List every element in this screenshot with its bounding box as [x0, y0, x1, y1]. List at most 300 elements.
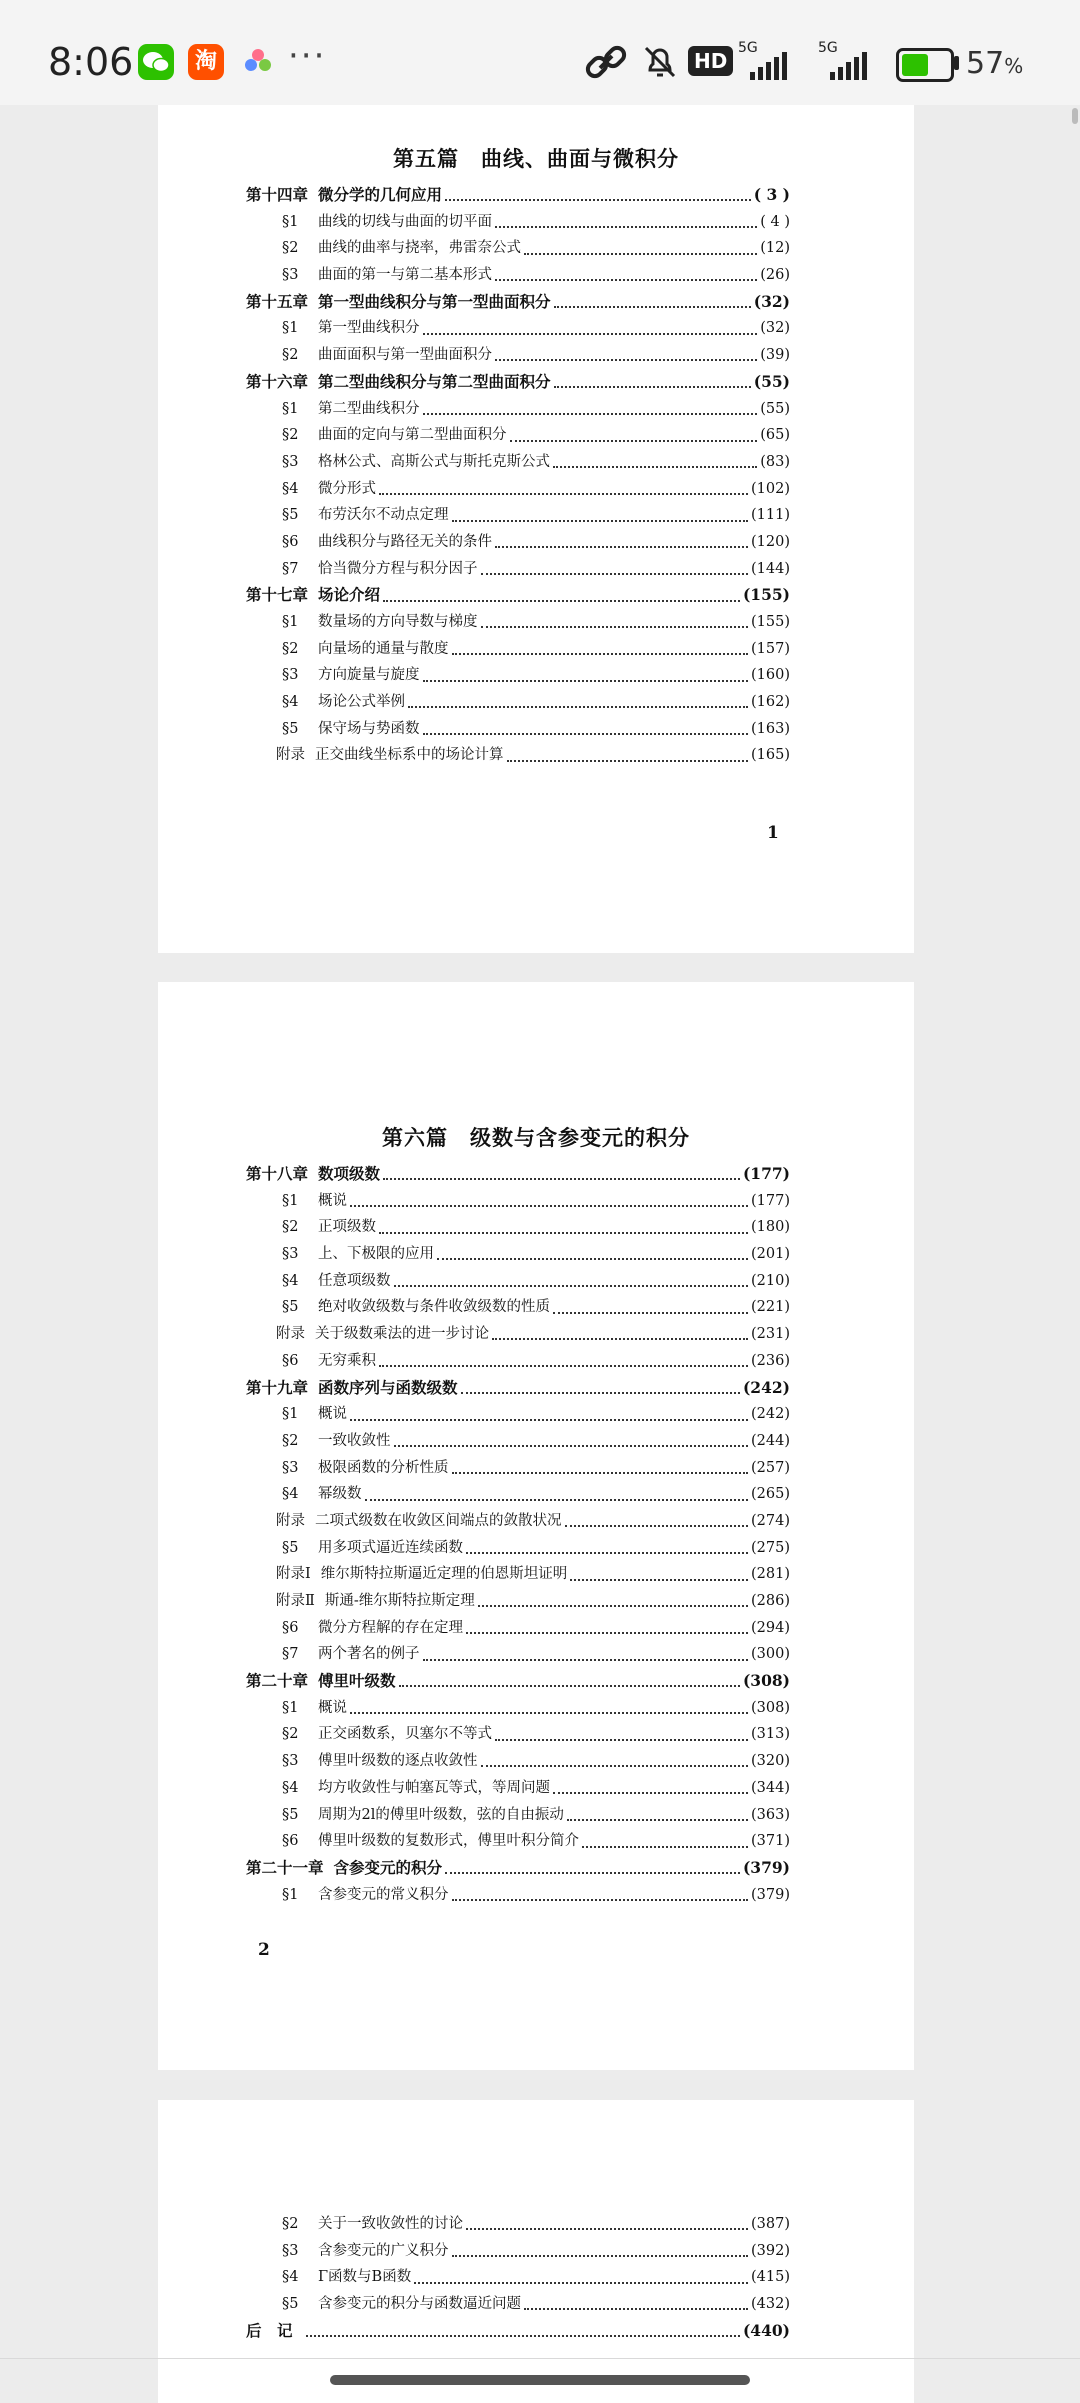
toc-entry-section [246, 343, 790, 370]
toc-entry-label: §5 [282, 1299, 299, 1316]
toc-entry-title: 微分学的几何应用 [318, 185, 443, 204]
toc-entry-page: (39) [760, 347, 790, 364]
toc-entry-title: 傅里叶级数 [318, 1671, 396, 1691]
toc-entry-title: 曲线积分与路径无关的条件 [318, 533, 492, 550]
toc-entry-title: 格林公式、高斯公式与斯托克斯公式 [318, 453, 550, 470]
toc-entry-label: §5 [282, 2296, 299, 2313]
toc-entry-label: §2 [282, 240, 299, 257]
toc-leader-dots [383, 600, 740, 602]
toc-entry-section [246, 1642, 790, 1669]
toc-leader-dots [567, 1819, 748, 1821]
app-flower-icon [240, 44, 276, 80]
toc-entry-chapter [246, 183, 790, 210]
wechat-icon [138, 44, 174, 80]
toc-entry-page: (231) [751, 1326, 790, 1343]
toc-entry-page: (392) [751, 2242, 790, 2259]
toc-entry-section [246, 1536, 790, 1563]
toc-leader-dots [423, 333, 758, 335]
toc-entry-title: 恰当微分方程与积分因子 [318, 560, 478, 577]
toc-entry-title: 概说 [318, 1699, 347, 1716]
toc-entry-page: (415) [751, 2269, 790, 2286]
toc-leader-dots [466, 1632, 748, 1634]
toc-entry-page: (162) [751, 694, 790, 711]
toc-entry-section [246, 2239, 790, 2266]
toc-leader-dots [553, 466, 757, 468]
toc-leader-dots [554, 386, 751, 388]
toc-leader-dots [481, 626, 749, 628]
toc-entry-section [246, 1429, 790, 1456]
toc-entry-page: (177) [742, 1164, 790, 1183]
toc-leader-dots [481, 1765, 749, 1767]
toc-leader-dots [350, 1419, 748, 1421]
toc-entry-label: §1 [282, 1886, 299, 1903]
toc-entry-page: (387) [751, 2216, 790, 2232]
toc-entry-page: (244) [751, 1432, 790, 1449]
battery-fill [902, 54, 928, 76]
toc-entry-page: (120) [751, 533, 790, 550]
battery-icon [896, 48, 954, 82]
toc-entry-title: 数量场的方向导数与梯度 [318, 614, 478, 630]
toc-entry-section [246, 1482, 790, 1509]
signal-1-icon [748, 52, 798, 80]
toc-entry-title: 数项级数 [318, 1164, 381, 1183]
toc-entry-label: §4 [282, 2269, 299, 2286]
toc-entry-label: §3 [282, 667, 299, 684]
toc-leader-dots [445, 199, 751, 201]
toc-entry-page: (242) [742, 1377, 790, 1397]
toc-entry-page: (102) [751, 480, 790, 497]
toc-entry-page: (432) [751, 2296, 790, 2313]
toc-leader-dots [379, 1232, 748, 1234]
toc-leader-dots [554, 306, 751, 308]
toc-entry-section [246, 1883, 790, 1910]
toc-leader-dots [495, 359, 757, 361]
toc-entry-page: (286) [751, 1593, 790, 1609]
toc-entry-page: (210) [751, 1272, 790, 1289]
toc-entry-appendix [246, 1322, 790, 1349]
toc-entry-label: 附录 [276, 1326, 305, 1343]
toc-entry-title: 含参变元的积分 [333, 1857, 443, 1877]
toc-entry-section [246, 717, 790, 744]
network-type-2: 5G [818, 40, 838, 56]
toc-entry-label: §2 [282, 1219, 299, 1236]
toc-leader-dots [452, 2255, 749, 2257]
toc-entry-section [246, 1189, 790, 1216]
toc-entry-page: ( 3 ) [753, 185, 790, 204]
toc-entry-label: §1 [282, 1406, 299, 1423]
toc-entry-chapter [246, 1376, 790, 1403]
toc-entry-label: §3 [282, 1459, 299, 1476]
toc-entry-page: (144) [751, 560, 790, 577]
toc-leader-dots [365, 1499, 749, 1501]
toc-entry-section [246, 637, 790, 664]
toc-entry-label: §2 [282, 2216, 299, 2232]
toc-entry-appendix [246, 743, 790, 770]
toc-entry-label: §1 [282, 1192, 299, 1209]
toc-leader-dots [350, 1712, 748, 1714]
toc-entry-label: §2 [282, 1432, 299, 1449]
toc-entry-page: (344) [751, 1779, 790, 1796]
toc-leader-dots [492, 1338, 748, 1340]
toc-entry-page: (32) [760, 320, 790, 337]
document-page-1 [158, 105, 914, 953]
toc-leader-dots [570, 1579, 748, 1581]
signal-2-icon [828, 52, 878, 80]
toc-entry-title: 两个著名的例子 [318, 1646, 420, 1663]
toc-entry-section [246, 2265, 790, 2292]
part-title: 第五篇 曲线、曲面与微积分 [393, 146, 679, 171]
toc-entry-label: 后 记 [246, 2320, 293, 2340]
toc-leader-dots [414, 2282, 748, 2284]
toc-entry-section [246, 1215, 790, 1242]
toc-entry-section [246, 690, 790, 717]
toc-leader-dots [306, 2335, 740, 2337]
toc-entry-page: (55) [760, 400, 790, 417]
toc-entry-title: 傅里叶级数的复数形式，傅里叶积分简介 [318, 1833, 579, 1850]
toc-entry-label: 附录 [276, 747, 305, 764]
toc-entry-section [246, 450, 790, 477]
toc-entry-label: §3 [282, 267, 299, 284]
network-type-1: 5G [738, 40, 758, 56]
toc-entry-title: 幂级数 [318, 1486, 362, 1503]
toc-entry-section [246, 1402, 790, 1429]
toc-entry-chapter [246, 2319, 790, 2346]
more-notifications-icon: ··· [288, 36, 327, 76]
toc-entry-title: 任意项级数 [318, 1272, 391, 1289]
toc-entry-page: (155) [742, 585, 790, 605]
toc-entry-label: §4 [282, 1779, 299, 1796]
toc-entry-title: 概说 [318, 1406, 347, 1423]
toc-entry-page: (320) [751, 1753, 790, 1770]
toc-entry-title: 第二型曲线积分 [318, 400, 420, 417]
toc-entry-section [246, 1749, 790, 1776]
toc-leader-dots [383, 1178, 740, 1180]
toc-entry-section [246, 1696, 790, 1723]
toc-entry-section [246, 236, 790, 263]
toc-entry-title: 第一型曲线积分 [318, 320, 420, 337]
table-of-contents [246, 183, 790, 770]
toc-entry-label: §1 [282, 400, 299, 417]
toc-entry-page: (12) [760, 240, 790, 257]
toc-entry-label: §4 [282, 1486, 299, 1503]
toc-leader-dots [495, 226, 757, 228]
toc-entry-page: (371) [751, 1833, 790, 1850]
toc-entry-section [246, 2292, 790, 2319]
toc-entry-title: 向量场的通量与散度 [318, 640, 449, 657]
toc-leader-dots [350, 1205, 748, 1207]
toc-entry-label: §1 [282, 213, 299, 230]
toc-entry-chapter [246, 1669, 790, 1696]
toc-entry-label: §6 [282, 1352, 299, 1369]
toc-entry-section [246, 477, 790, 504]
toc-entry-label: §4 [282, 480, 299, 497]
toc-entry-section [246, 663, 790, 690]
toc-entry-section [246, 1242, 790, 1269]
toc-entry-section [246, 610, 790, 637]
toc-leader-dots [452, 1472, 749, 1474]
toc-entry-label: §3 [282, 1753, 299, 1770]
toc-entry-page: (308) [751, 1699, 790, 1716]
page-number: 2 [258, 1940, 270, 1960]
toc-entry-title: 傅里叶级数的逐点收敛性 [318, 1753, 478, 1770]
toc-entry-label: §3 [282, 2242, 299, 2259]
toc-entry-title: 曲面的定向与第二型曲面积分 [318, 427, 507, 444]
toc-entry-page: (111) [751, 507, 790, 524]
toc-leader-dots [524, 253, 757, 255]
toc-entry-title: 函数序列与函数级数 [318, 1377, 458, 1397]
toc-leader-dots [495, 1739, 748, 1741]
toc-entry-title: 曲线的曲率与挠率，弗雷奈公式 [318, 240, 521, 257]
toc-entry-label: 第十五章 [246, 291, 309, 311]
toc-entry-label: §6 [282, 1833, 299, 1850]
toc-entry-page: (236) [751, 1352, 790, 1369]
toc-leader-dots [423, 733, 749, 735]
part-title: 第六篇 级数与含参变元的积分 [382, 1125, 690, 1150]
toc-entry-section [246, 1616, 790, 1643]
link-icon [584, 42, 628, 82]
toc-entry-page: (180) [751, 1219, 790, 1236]
toc-entry-label: §5 [282, 1539, 299, 1556]
toc-leader-dots [565, 1525, 749, 1527]
toc-entry-title: 微分形式 [318, 480, 376, 497]
toc-entry-appendix [246, 1509, 790, 1536]
toc-entry-title: 第二型曲线积分与第二型曲面积分 [318, 371, 551, 391]
toc-entry-page: (257) [751, 1459, 790, 1476]
toc-leader-dots [510, 440, 758, 442]
toc-leader-dots [553, 1312, 748, 1314]
toc-entry-chapter [246, 583, 790, 610]
toc-entry-label: 附录Ⅱ [276, 1593, 315, 1609]
toc-entry-label: 第十六章 [246, 371, 309, 391]
toc-entry-title: 含参变元的广义积分 [318, 2242, 449, 2259]
toc-leader-dots [553, 1792, 748, 1794]
toc-entry-section [246, 1269, 790, 1296]
toc-entry-page: (363) [751, 1806, 790, 1823]
toc-entry-title: 布劳沃尔不动点定理 [318, 507, 449, 524]
toc-entry-section [246, 210, 790, 237]
nav-divider [0, 2358, 1080, 2359]
toc-entry-page: (177) [751, 1192, 790, 1209]
toc-entry-label: 附录Ⅰ [276, 1566, 311, 1583]
toc-entry-label: 第十四章 [246, 185, 309, 204]
toc-entry-section [246, 1803, 790, 1830]
toc-entry-label: §6 [282, 533, 299, 550]
toc-entry-label: 第二十一章 [246, 1857, 324, 1877]
toc-leader-dots [452, 653, 749, 655]
toc-entry-page: (26) [760, 267, 790, 284]
toc-entry-section [246, 2212, 790, 2239]
toc-entry-page: (265) [751, 1486, 790, 1503]
toc-entry-title: 极限函数的分析性质 [318, 1459, 449, 1476]
toc-entry-label: §2 [282, 427, 299, 444]
toc-entry-page: (201) [751, 1246, 790, 1263]
toc-entry-label: §1 [282, 320, 299, 337]
taobao-icon: 淘 [188, 44, 224, 80]
toc-entry-title: 含参变元的积分与函数逼近问题 [318, 2296, 521, 2313]
toc-entry-page: (275) [751, 1539, 790, 1556]
toc-entry-page: (300) [751, 1646, 790, 1663]
toc-entry-title: 用多项式逼近连续函数 [318, 1539, 463, 1556]
toc-leader-dots [495, 546, 748, 548]
toc-entry-chapter [246, 1162, 790, 1189]
toc-entry-label: §7 [282, 560, 299, 577]
toc-leader-dots [495, 279, 757, 281]
toc-entry-label: §3 [282, 453, 299, 470]
status-bar [0, 0, 1080, 105]
toc-entry-label: §2 [282, 347, 299, 364]
toc-leader-dots [582, 1846, 748, 1848]
toc-entry-title: 周期为2l的傅里叶级数，弦的自由振动 [318, 1806, 564, 1823]
toc-leader-dots [394, 1445, 749, 1447]
toc-entry-label: 第十八章 [246, 1164, 309, 1183]
toc-entry-page: (221) [751, 1299, 790, 1316]
toc-entry-page: (294) [751, 1619, 790, 1636]
toc-entry-label: §7 [282, 1646, 299, 1663]
toc-entry-label: §4 [282, 1272, 299, 1289]
toc-entry-label: §1 [282, 614, 299, 630]
toc-entry-title: 无穷乘积 [318, 1352, 376, 1369]
toc-entry-title: 斯通-维尔斯特拉斯定理 [324, 1593, 475, 1609]
toc-entry-title: 保守场与势函数 [318, 720, 420, 737]
toc-entry-title: 维尔斯特拉斯逼近定理的伯恩斯坦证明 [320, 1566, 568, 1583]
toc-leader-dots [466, 2228, 748, 2230]
toc-leader-dots [437, 1258, 748, 1260]
mute-bell-icon [640, 42, 680, 82]
clock: 8:06 [48, 40, 134, 84]
toc-entry-section [246, 263, 790, 290]
toc-entry-appendix [246, 1562, 790, 1589]
toc-entry-label: 第二十章 [246, 1671, 309, 1691]
toc-entry-page: (83) [760, 453, 790, 470]
toc-entry-page: (55) [753, 371, 790, 391]
table-of-contents [246, 2212, 790, 2345]
toc-leader-dots [507, 760, 749, 762]
toc-entry-section [246, 1349, 790, 1376]
toc-entry-page: ( 4 ) [760, 213, 790, 230]
toc-entry-title: 二项式级数在收敛区间端点的敛散状况 [315, 1512, 562, 1529]
toc-entry-title: 正交曲线坐标系中的场论计算 [315, 747, 504, 764]
toc-entry-page: (308) [742, 1671, 790, 1691]
toc-leader-dots [379, 1365, 748, 1367]
toc-entry-section [246, 1776, 790, 1803]
toc-entry-title: 正交函数系，贝塞尔不等式 [318, 1726, 492, 1743]
toc-entry-section [246, 423, 790, 450]
toc-entry-page: (242) [751, 1406, 790, 1423]
toc-entry-label: §1 [282, 1699, 299, 1716]
toc-entry-title: 第一型曲线积分与第一型曲面积分 [318, 291, 551, 311]
toc-entry-title: 一致收敛性 [318, 1432, 391, 1449]
toc-leader-dots [452, 1899, 749, 1901]
toc-entry-page: (440) [742, 2320, 790, 2340]
toc-entry-page: (32) [753, 291, 790, 311]
toc-entry-label: 第十九章 [246, 1377, 309, 1397]
toc-entry-page: (160) [751, 667, 790, 684]
scrollbar[interactable] [1072, 108, 1078, 124]
toc-entry-section [246, 1456, 790, 1483]
toc-leader-dots [466, 1552, 748, 1554]
toc-entry-title: 方向旋量与旋度 [318, 667, 420, 684]
toc-entry-title: 曲面面积与第一型曲面积分 [318, 347, 492, 364]
table-of-contents [246, 1162, 790, 1909]
toc-leader-dots [481, 573, 749, 575]
toc-entry-title: 场论公式举例 [318, 694, 405, 711]
toc-entry-appendix [246, 1589, 790, 1616]
toc-entry-title: 含参变元的常义积分 [318, 1886, 449, 1903]
toc-entry-page: (163) [751, 720, 790, 737]
hd-badge: HD [688, 46, 733, 76]
document-page-2 [158, 982, 914, 2070]
toc-leader-dots [423, 1659, 749, 1661]
toc-entry-title: 曲面的第一与第二基本形式 [318, 267, 492, 284]
toc-entry-title: 正项级数 [318, 1219, 376, 1236]
toc-entry-title: 微分方程解的存在定理 [318, 1619, 463, 1636]
toc-leader-dots [379, 493, 748, 495]
toc-entry-page: (165) [751, 747, 790, 764]
toc-entry-page: (281) [751, 1566, 790, 1583]
battery-tip [954, 56, 959, 70]
toc-entry-section [246, 503, 790, 530]
toc-entry-label: §4 [282, 694, 299, 711]
toc-entry-page: (379) [742, 1857, 790, 1877]
toc-entry-page: (274) [751, 1512, 790, 1529]
battery-percent: 57% [966, 46, 1024, 81]
toc-entry-title: 场论介绍 [318, 585, 381, 605]
home-indicator[interactable] [330, 2375, 750, 2385]
toc-entry-page: (155) [751, 614, 790, 630]
toc-leader-dots [423, 680, 749, 682]
toc-entry-title: 上、下极限的应用 [318, 1246, 434, 1263]
toc-entry-page: (65) [760, 427, 790, 444]
toc-entry-label: §2 [282, 640, 299, 657]
toc-entry-label: §5 [282, 1806, 299, 1823]
toc-leader-dots [399, 1685, 740, 1687]
toc-entry-title: 概说 [318, 1192, 347, 1209]
page-number: 1 [767, 823, 779, 843]
toc-leader-dots [452, 520, 749, 522]
toc-entry-label: §2 [282, 1726, 299, 1743]
toc-entry-section [246, 1722, 790, 1749]
toc-entry-section [246, 557, 790, 584]
toc-entry-label: 第十七章 [246, 585, 309, 605]
toc-entry-label: §6 [282, 1619, 299, 1636]
toc-entry-title: 曲线的切线与曲面的切平面 [318, 213, 492, 230]
toc-entry-title: 均方收敛性与帕塞瓦等式，等周问题 [318, 1779, 550, 1796]
toc-entry-title: 绝对收敛级数与条件收敛级数的性质 [318, 1299, 550, 1316]
toc-leader-dots [408, 706, 748, 708]
toc-leader-dots [524, 2308, 748, 2310]
toc-leader-dots [478, 1605, 748, 1607]
toc-entry-page: (157) [751, 640, 790, 657]
toc-entry-label: §5 [282, 720, 299, 737]
toc-entry-label: §5 [282, 507, 299, 524]
toc-leader-dots [394, 1285, 749, 1287]
toc-entry-chapter [246, 290, 790, 317]
toc-leader-dots [445, 1872, 740, 1874]
toc-entry-title: 关于一致收敛性的讨论 [318, 2216, 463, 2232]
toc-entry-label: §3 [282, 1246, 299, 1263]
toc-entry-page: (313) [751, 1726, 790, 1743]
toc-entry-section [246, 316, 790, 343]
toc-entry-page: (379) [751, 1886, 790, 1903]
toc-entry-chapter [246, 1856, 790, 1883]
toc-entry-section [246, 397, 790, 424]
toc-leader-dots [423, 413, 758, 415]
toc-leader-dots [461, 1392, 740, 1394]
toc-entry-title: 关于级数乘法的进一步讨论 [315, 1326, 489, 1343]
toc-entry-section [246, 1829, 790, 1856]
toc-entry-section [246, 530, 790, 557]
toc-entry-title: Γ函数与B函数 [318, 2269, 412, 2286]
